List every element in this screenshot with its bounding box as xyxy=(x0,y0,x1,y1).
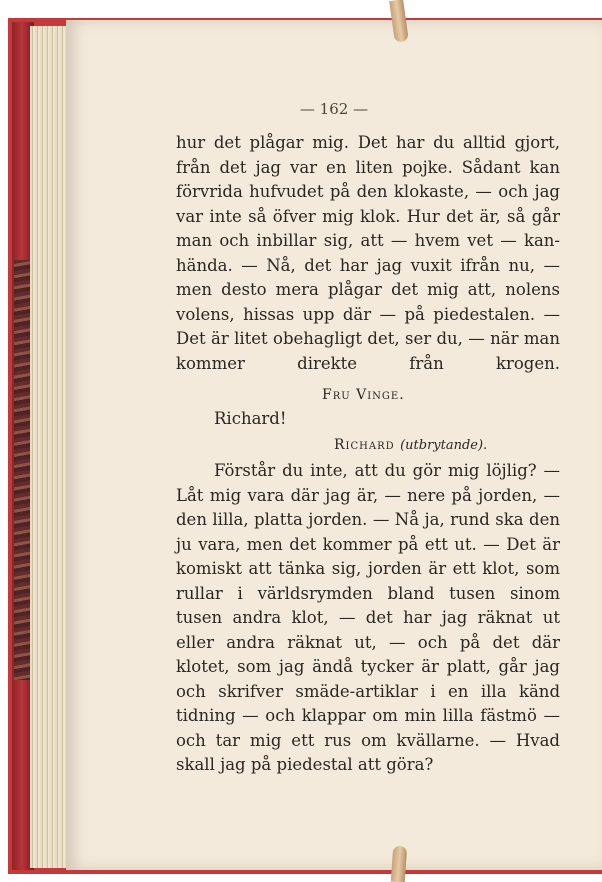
body-paragraph-1: hur det plågar mig. Det har du alltid gjort, från det jag var en liten pojke. Sådant kan förvrida hufvudet på den klokaste, — och jag var inte så öfver mig klok. Hur det är, så går man och inbillar sig, att — hvem vet — kan-hända. — Nå, det har jag vuxit ifrån nu, — men desto mera plågar det mig att, nolens volens, hissas upp där — på piedestalen. — Det är litet obehagligt det, ser du, — när man kommer direkte från krogen. xyxy=(176,133,560,373)
page-number: — 162 — xyxy=(299,100,369,118)
body-paragraph-2: Förstår du inte, att du gör mig löjlig? — Låt mig vara där jag är, — nere på jorden, — den lilla, platta jorden. — Nå ja, rund ska den ju vara, men det kommer på ett ut. — Det är komiskt att tänka sig, jorden är ett klot, som rullar i världsrymden bland tusen sinom tusen andra klot, — det har jag räknat ut eller andra räknat ut, — och på det där klotet, som jag ändå tycker är platt, går jag och skrifver smäde-artiklar i en illa känd tidning — och klappar om min lilla fästmö — och tar mig ett rus om kvällarne. — Hvad skall jag på piedestal att göra? xyxy=(176,461,560,774)
speaker-name: Richard xyxy=(334,437,395,453)
speaker-heading-fru-vinge: Fru Vinge. xyxy=(322,387,405,403)
speaker-heading-richard xyxy=(334,437,487,453)
dialogue-line-richard: Richard! xyxy=(214,409,287,428)
marbled-edge xyxy=(14,260,30,680)
stage-direction: (utbrytande). xyxy=(400,438,488,453)
bookmark-ribbon-bottom xyxy=(391,846,407,882)
